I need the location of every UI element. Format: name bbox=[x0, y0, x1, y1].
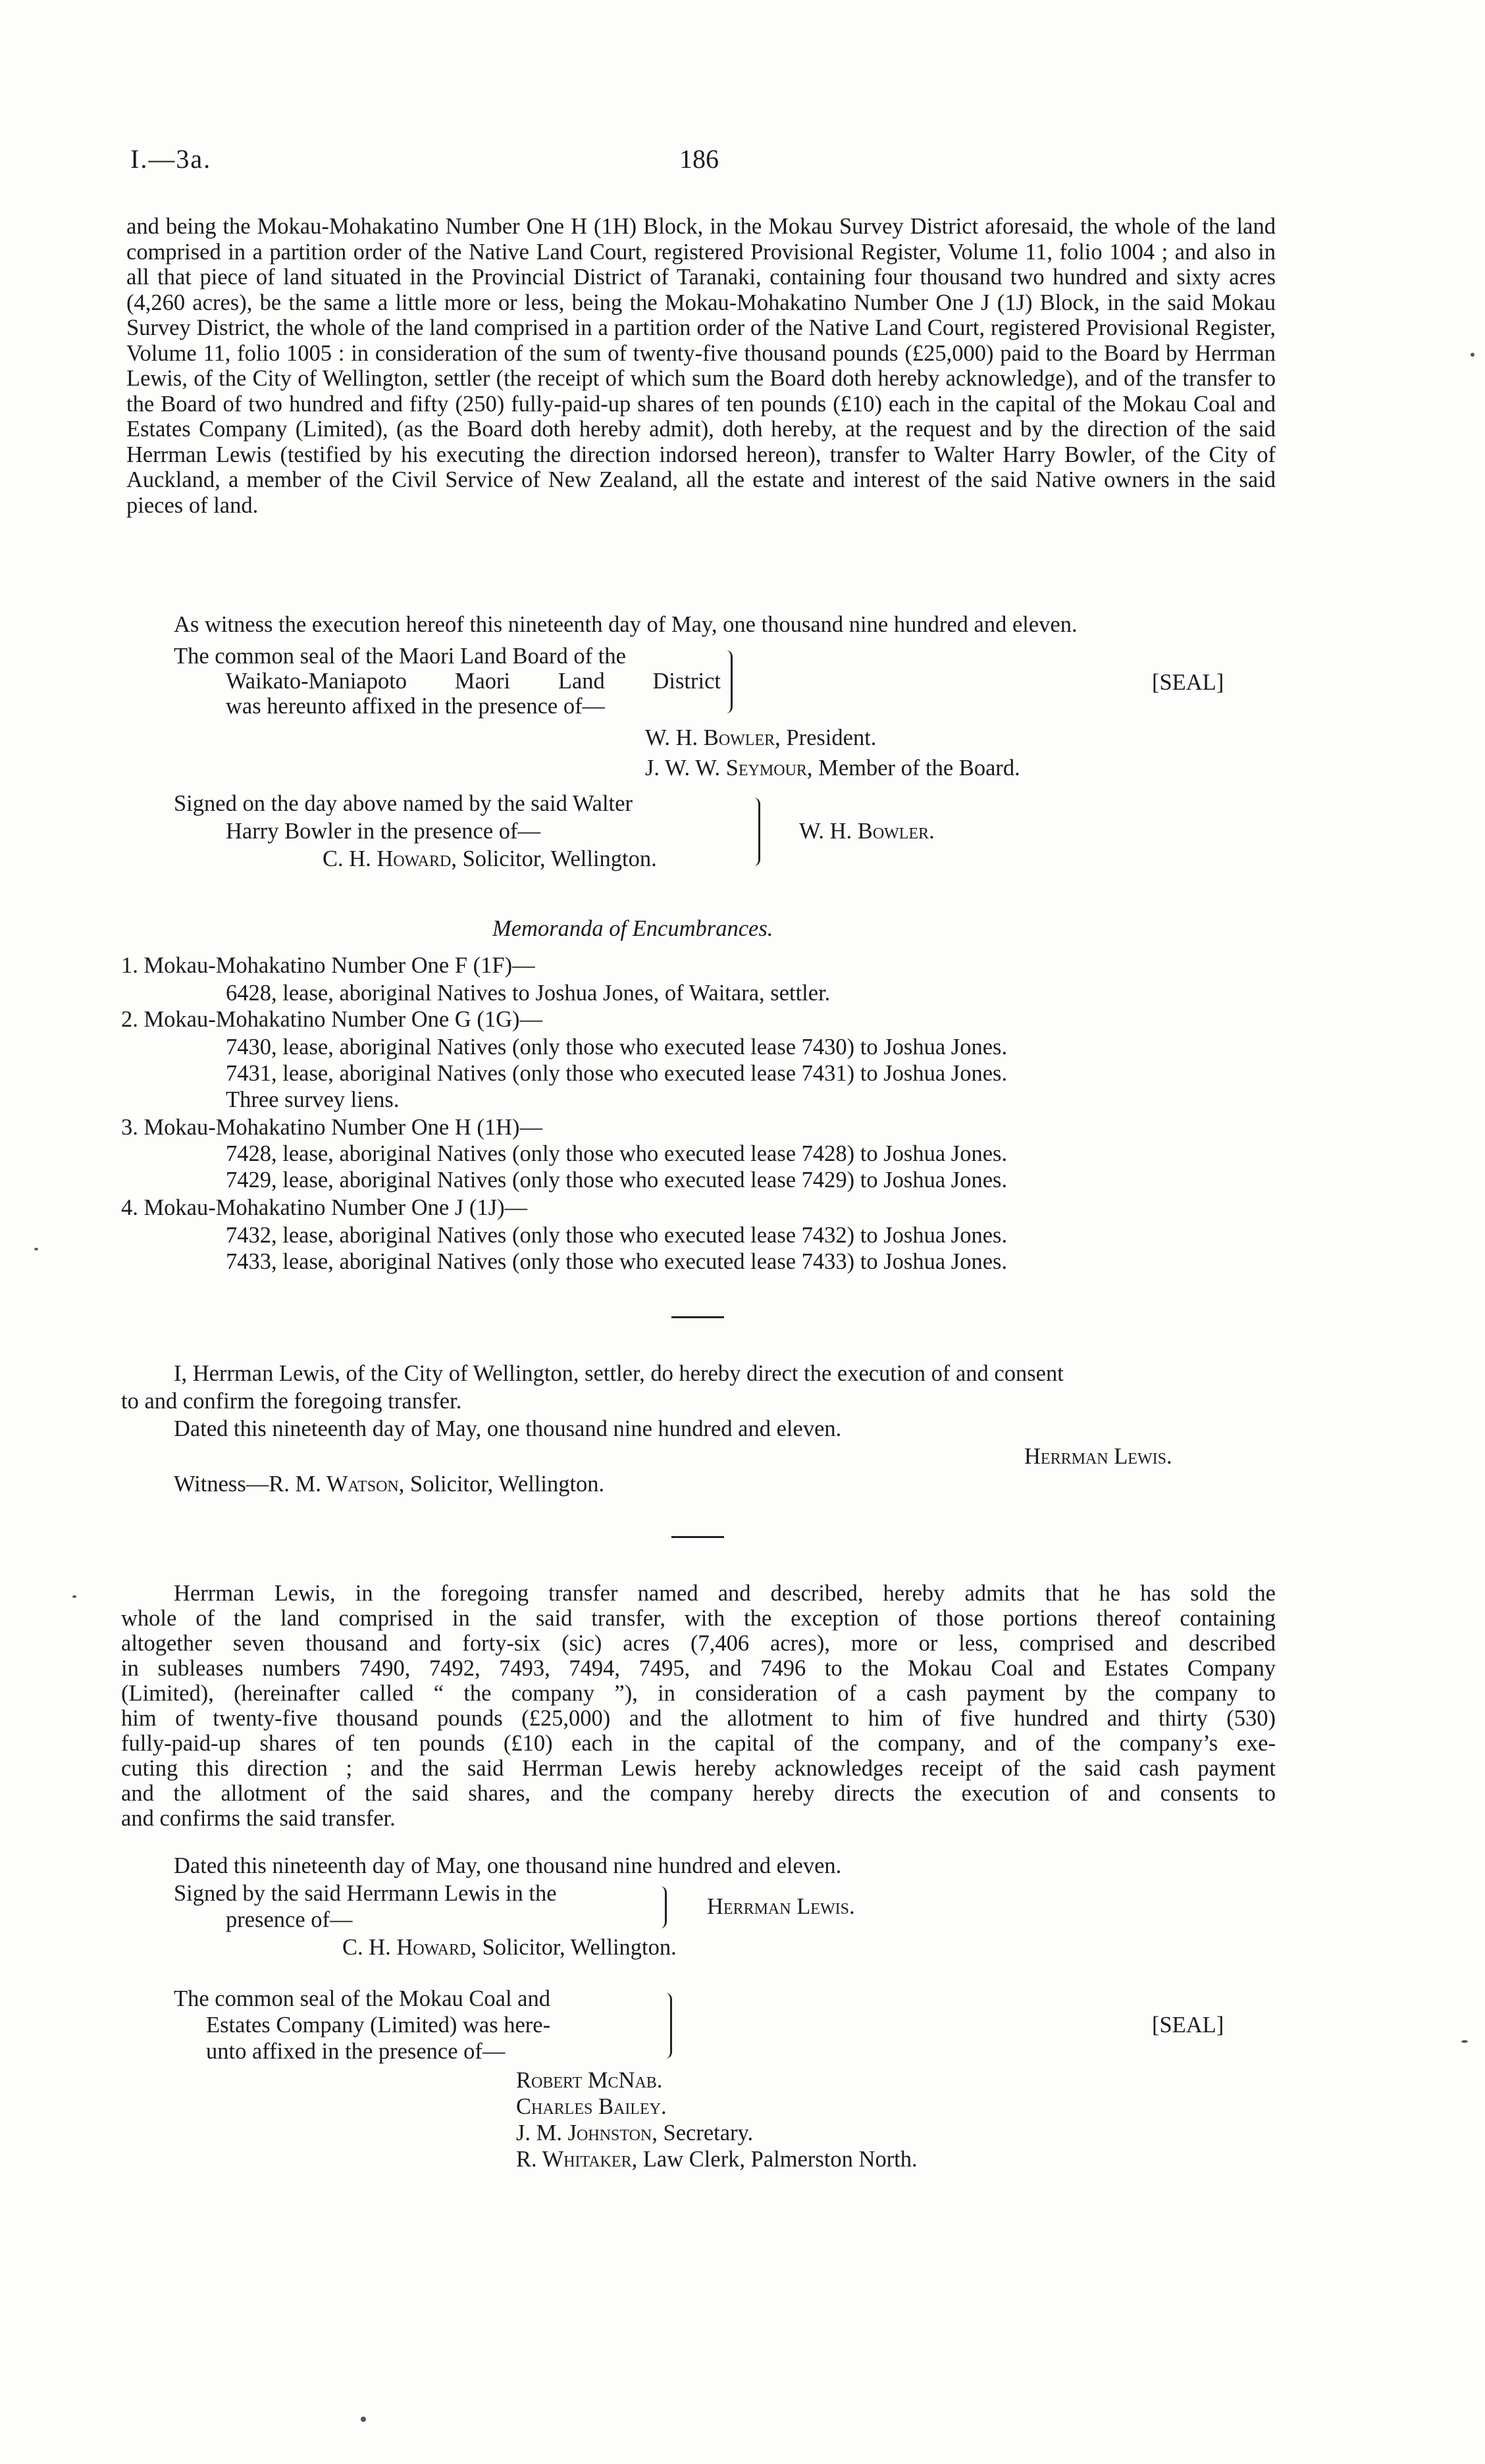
scan-speck bbox=[1471, 353, 1474, 357]
company-seal-line-2: Estates Company (Limited) was here- bbox=[206, 2013, 551, 2038]
memo-entry: 6428, lease, aboriginal Natives to Joshua Jones, of Waitara, settler. bbox=[226, 981, 831, 1006]
board-signatory bbox=[645, 756, 1020, 781]
bowler-signature: W. H. Bowler. bbox=[799, 819, 935, 844]
admission-signed-line-1: Signed by the said Herrmann Lewis in the bbox=[174, 1881, 557, 1906]
board-seal-line-1: The common seal of the Maori Land Board of the bbox=[174, 644, 626, 669]
section-divider bbox=[671, 1536, 724, 1538]
page-number: 186 bbox=[679, 144, 719, 174]
signatory-name: W. H. Bowler bbox=[645, 725, 775, 750]
memo-entry: 7428, lease, aboriginal Natives (only those who executed lease 7428) to Joshua Jones. bbox=[226, 1141, 1008, 1166]
brace bbox=[664, 1993, 672, 2059]
scan-speck bbox=[72, 1595, 76, 1598]
witness-line: As witness the execution hereof this nineteenth day of May, one thousand nine hundred and eleven. bbox=[174, 612, 1078, 637]
admission-line: cuting this direction ; and the said Herrman Lewis hereby acknowledges receipt of the said cash payment bbox=[121, 1756, 1276, 1781]
company-signatory bbox=[516, 2120, 753, 2146]
admission-signature: Herrman Lewis. bbox=[707, 1894, 855, 1919]
scan-speck bbox=[1461, 2040, 1468, 2043]
witness-name: C. H. Howard bbox=[323, 846, 452, 871]
company-signatory bbox=[516, 2068, 662, 2093]
signatory-role: , President. bbox=[775, 725, 877, 750]
section-divider bbox=[671, 1316, 724, 1318]
brace bbox=[724, 650, 733, 713]
scan-speck bbox=[361, 2417, 366, 2422]
admission-line: and confirms the said transfer. bbox=[121, 1806, 396, 1831]
memo-entry: 7431, lease, aboriginal Natives (only those who executed lease 7431) to Joshua Jones. bbox=[226, 1061, 1008, 1086]
document-reference: I.—3a. bbox=[130, 144, 212, 174]
admission-line: and the allotment of the said shares, and the company hereby directs the execution of and consents to bbox=[121, 1781, 1276, 1806]
witness-role: , Solicitor, Wellington. bbox=[398, 1472, 605, 1497]
memo-item-heading: 4. Mokau-Mohakatino Number One J (1J)— bbox=[121, 1195, 528, 1220]
brace bbox=[752, 798, 760, 866]
memo-item-heading: 2. Mokau-Mohakatino Number One G (1G)— bbox=[121, 1007, 543, 1032]
board-seal-line-3: was hereunto affixed in the presence of— bbox=[226, 694, 606, 719]
scan-speck bbox=[34, 1248, 38, 1250]
memo-entry: 7430, lease, aboriginal Natives (only those who executed lease 7430) to Joshua Jones. bbox=[226, 1035, 1008, 1060]
bowler-witness bbox=[323, 846, 657, 872]
admission-line: whole of the land comprised in the said transfer, with the exception of those portions thereof containing bbox=[121, 1606, 1276, 1631]
memo-entry: 7429, lease, aboriginal Natives (only those who executed lease 7429) to Joshua Jones. bbox=[226, 1168, 1008, 1193]
board-seal-line-2: Waikato-Maniapoto Maori Land District bbox=[226, 669, 721, 694]
bowler-signed-line-1: Signed on the day above named by the said Walter bbox=[174, 791, 633, 816]
memoranda-title: Memoranda of Encumbrances. bbox=[492, 916, 773, 941]
company-signatory bbox=[516, 2147, 918, 2172]
memo-item-heading: 1. Mokau-Mohakatino Number One F (1F)— bbox=[121, 953, 535, 978]
admission-dated: Dated this nineteenth day of May, one thousand nine hundred and eleven. bbox=[174, 1853, 842, 1878]
admission-line: in subleases numbers 7490, 7492, 7493, 7494, 7495, and 7496 to the Mokau Coal and Estates Company bbox=[121, 1656, 1276, 1681]
direction-line-1: I, Herrman Lewis, of the City of Wellington, settler, do hereby direct the execution of and consent bbox=[174, 1361, 1064, 1386]
direction-line-2: to and confirm the foregoing transfer. bbox=[121, 1389, 462, 1414]
signatory-name: J. M. Johnston bbox=[516, 2120, 652, 2145]
intro-paragraph: and being the Mokau-Mohakatino Number One H (1H) Block, in the Mokau Survey District aforesaid, the whole of the land comprised in a partition order of the Native Land Court, registered Provisional Register, Volume 11, folio 1004 ; and also in all that piece of land situated in the Provincial District of Taranaki, containing four thousand two hundred and sixty acres (4,260 acres), be the same a little more or less, being the Mokau-Mohakatino Number One J (1J) Block, in the said Mokau Survey District, the whole of the land comprised in a partition order of the Native Land Court, registered Provisional Register, Volume 11, folio 1005 : in consideration of the sum of twenty-five thousand pounds (£25,000) paid to the Board by Herrman Lewis, of the City of Wellington, settler (the receipt of which sum the Board doth hereby acknowledge), and of the transfer to the Board of two hundred and fifty (250) fully-paid-up shares of ten pounds (£10) each in the capital of the Mokau Coal and Estates Company (Limited), (as the Board doth hereby admit), doth hereby, at the request and by the direction of the said Herrman Lewis (testified by his executing the direction indorsed hereon), transfer to Walter Harry Bowler, of the City of Auckland, a member of the Civil Service of New Zealand, all the estate and interest of the said Native owners in the said pieces of land. bbox=[126, 214, 1276, 518]
admission-signed-line-2: presence of— bbox=[226, 1907, 353, 1932]
witness-role: , Solicitor, Wellington. bbox=[451, 846, 657, 871]
witness-prefix: Witness— bbox=[174, 1472, 269, 1497]
company-seal-line-3: unto affixed in the presence of— bbox=[206, 2039, 506, 2064]
witness-name: R. M. Watson bbox=[269, 1472, 399, 1497]
bowler-signed-line-2: Harry Bowler in the presence of— bbox=[226, 819, 541, 844]
memo-entry: 7432, lease, aboriginal Natives (only those who executed lease 7432) to Joshua Jones. bbox=[226, 1223, 1008, 1248]
company-seal-line-1: The common seal of the Mokau Coal and bbox=[174, 1986, 550, 2011]
witness-name: C. H. Howard bbox=[342, 1935, 471, 1960]
memo-entry: 7433, lease, aboriginal Natives (only those who executed lease 7433) to Joshua Jones. bbox=[226, 1249, 1008, 1274]
admission-line: (Limited), (hereinafter called “ the company ”), in consideration of a cash payment by the company to bbox=[121, 1681, 1276, 1706]
signatory-role: , Law Clerk, Palmerston North. bbox=[631, 2147, 918, 2172]
signatory-name: R. Whitaker bbox=[516, 2147, 632, 2172]
memo-item-heading: 3. Mokau-Mohakatino Number One H (1H)— bbox=[121, 1115, 543, 1140]
brace bbox=[658, 1886, 667, 1928]
admission-line: fully-paid-up shares of ten pounds (£10) each in the capital of the company, and of the company’s exe- bbox=[121, 1731, 1276, 1756]
admission-line: him of twenty-five thousand pounds (£25,000) and the allotment to him of five hundred and thirty (530) bbox=[121, 1706, 1276, 1731]
signatory-name: Robert McNab. bbox=[516, 2068, 663, 2093]
signatory-name: Charles Bailey. bbox=[516, 2094, 667, 2119]
signatory-role: , Member of the Board. bbox=[806, 756, 1020, 781]
admission-line: altogether seven thousand and forty-six (sic) acres (7,406 acres), more or less, comprised and described bbox=[121, 1631, 1276, 1656]
admission-witness bbox=[342, 1935, 677, 1961]
signatory-role: , Secretary. bbox=[652, 2120, 754, 2145]
board-seal-mark: [SEAL] bbox=[1152, 670, 1224, 695]
signatory-name: J. W. W. Seymour bbox=[645, 756, 807, 781]
direction-signature: Herrman Lewis. bbox=[1024, 1444, 1172, 1469]
direction-witness bbox=[174, 1472, 604, 1497]
company-signatory bbox=[516, 2094, 667, 2120]
board-signatory bbox=[645, 725, 876, 751]
memo-entry: Three survey liens. bbox=[226, 1087, 400, 1112]
company-seal-mark: [SEAL] bbox=[1152, 2013, 1224, 2038]
admission-line: Herrman Lewis, in the foregoing transfer named and described, hereby admits that he has sold the bbox=[174, 1581, 1276, 1606]
witness-role: , Solicitor, Wellington. bbox=[471, 1935, 677, 1960]
direction-dated: Dated this nineteenth day of May, one thousand nine hundred and eleven. bbox=[174, 1416, 842, 1441]
